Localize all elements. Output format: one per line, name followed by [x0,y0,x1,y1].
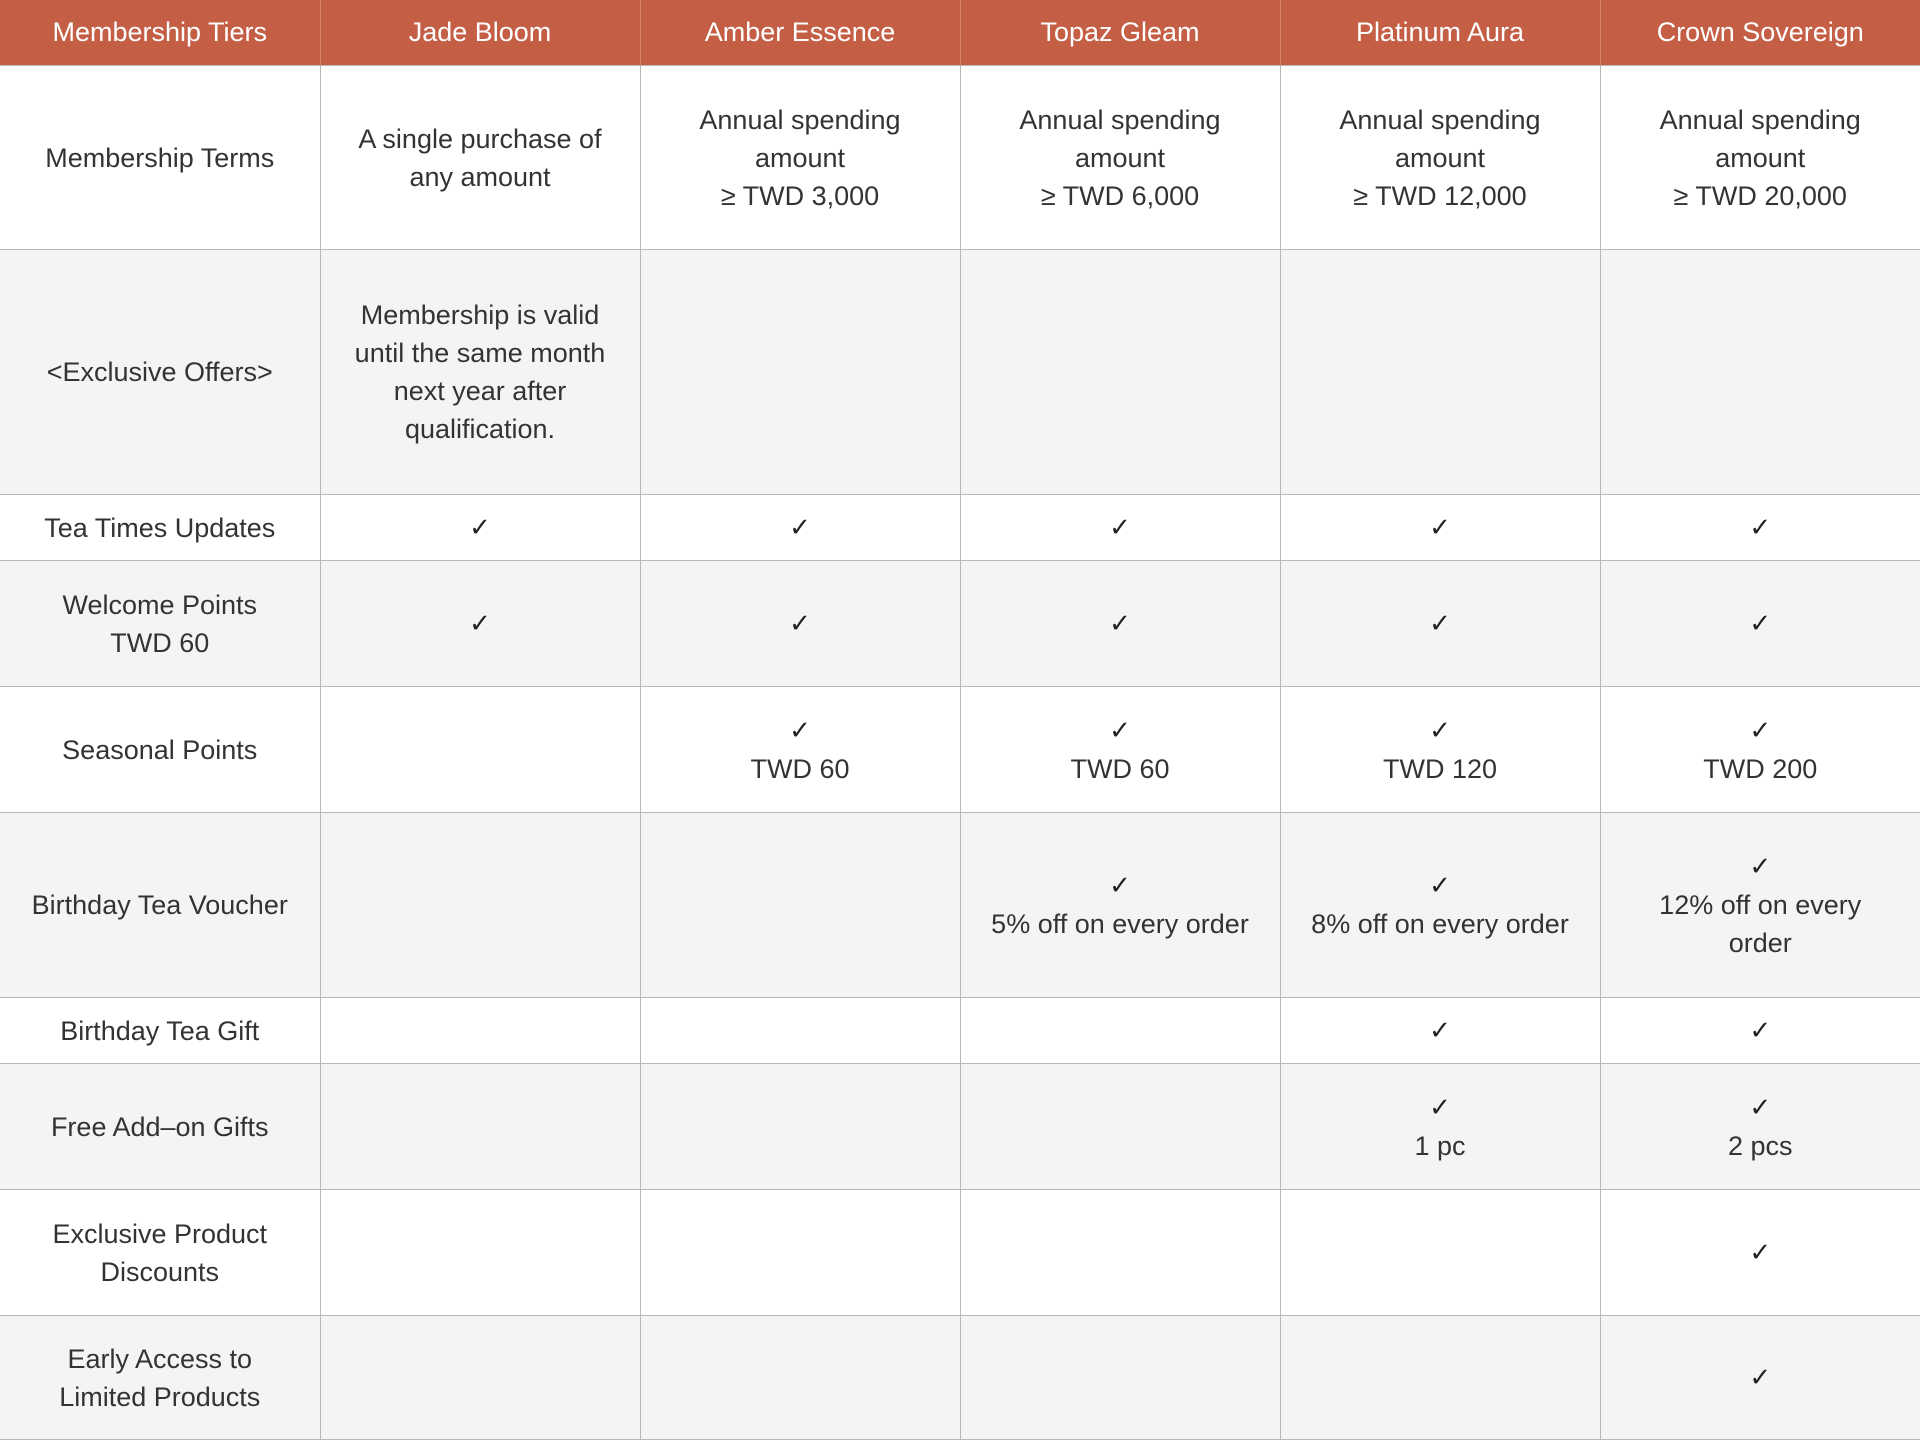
benefit-cell [320,250,640,495]
checkmark-icon: ✓ [1749,1015,1772,1046]
benefit-text: Annual spending [699,104,901,135]
benefit-cell [1280,66,1600,250]
benefit-cell [640,66,960,250]
checkmark-icon: ✓ [1429,512,1451,543]
table-row [0,998,1920,1064]
checkmark-icon: ✓ [1109,608,1131,639]
row-label-text: Discounts [100,1256,220,1287]
benefit-cell [640,1064,960,1190]
benefit-text: 2 pcs [1727,1130,1793,1161]
table-row [0,813,1920,998]
checkmark-icon: ✓ [789,512,811,543]
benefit-text: ≥ TWD 12,000 [1353,180,1527,211]
table-row [0,66,1920,250]
row-label-cell [0,66,320,250]
benefit-text: order [1728,928,1792,958]
benefit-cell [640,998,960,1064]
benefit-cell [640,495,960,561]
benefit-cell [960,1316,1280,1440]
benefit-text: 12% off on every [1659,890,1862,920]
benefit-text: 8% off on every order [1311,909,1569,939]
benefit-cell [1600,1064,1920,1190]
benefit-text: TWD 200 [1703,753,1818,784]
benefit-cell [320,687,640,813]
benefit-text: TWD 120 [1382,753,1498,784]
table-row [0,250,1920,495]
row-label-cell [0,998,320,1064]
benefit-cell [960,813,1280,998]
benefit-cell [1280,998,1600,1064]
benefit-cell [640,1316,960,1440]
header-cell-platinum-aura: Platinum Aura [1280,0,1600,66]
checkmark-icon: ✓ [1109,512,1131,543]
benefit-cell [960,561,1280,687]
benefit-cell [1280,687,1600,813]
benefit-text: amount [1394,142,1486,173]
checkmark-icon: ✓ [1429,1092,1451,1123]
header-cell-membership-tiers: Membership Tiers [0,0,320,66]
row-label-text: Early Access to [67,1343,253,1374]
row-label-cell [0,561,320,687]
benefit-text: Annual spending [1339,104,1541,135]
benefit-cell [1280,813,1600,998]
benefit-text: until the same month [354,338,606,368]
checkmark-icon: ✓ [1749,512,1772,543]
checkmark-icon: ✓ [1429,871,1451,901]
benefit-text: amount [1715,142,1806,173]
benefit-cell [320,813,640,998]
row-label-cell [0,813,320,998]
benefit-cell [1600,495,1920,561]
checkmark-icon: ✓ [1109,715,1131,746]
row-label-cell [0,1316,320,1440]
benefit-cell [1600,813,1920,998]
benefit-cell [1280,250,1600,495]
benefit-cell [640,250,960,495]
header-cell-amber-essence: Amber Essence [640,0,960,66]
benefit-text: ≥ TWD 3,000 [720,180,880,211]
benefit-text: Membership is valid [360,300,600,330]
table-body [0,66,1920,1440]
table-row [0,687,1920,813]
checkmark-icon: ✓ [1749,1362,1772,1393]
row-label-text: Birthday Tea Voucher [31,890,288,920]
checkmark-icon: ✓ [789,715,811,746]
benefit-text: qualification. [404,414,556,444]
benefit-text: next year after [393,376,567,406]
checkmark-icon: ✓ [1749,1092,1772,1123]
benefit-cell [1280,561,1600,687]
benefit-cell [320,998,640,1064]
benefit-cell [640,687,960,813]
benefit-cell [320,1064,640,1190]
header-cell-topaz-gleam: Topaz Gleam [960,0,1280,66]
benefit-text: ≥ TWD 6,000 [1040,180,1200,211]
benefit-cell [320,1316,640,1440]
checkmark-icon: ✓ [1749,1237,1772,1268]
table-row [0,1190,1920,1316]
benefit-cell [1600,250,1920,495]
header-row [0,0,1920,66]
benefit-cell [960,250,1280,495]
checkmark-icon: ✓ [469,512,491,543]
checkmark-icon: ✓ [1429,1015,1451,1046]
benefit-text: 5% off on every order [991,909,1249,939]
benefit-cell [1600,998,1920,1064]
checkmark-icon: ✓ [789,608,811,639]
row-label-text: Exclusive Product [52,1218,268,1249]
benefit-cell [1280,495,1600,561]
benefit-text: any amount [409,161,551,192]
benefit-cell [960,66,1280,250]
benefit-cell [1600,561,1920,687]
benefit-cell [960,687,1280,813]
checkmark-icon: ✓ [1429,715,1451,746]
row-label-cell [0,495,320,561]
benefit-cell [640,813,960,998]
benefit-text: 1 pc [1414,1130,1466,1161]
row-label-text: Membership Terms [45,142,275,173]
benefit-text: TWD 60 [1070,753,1170,784]
benefit-text: Annual spending [1019,104,1221,135]
checkmark-icon: ✓ [1749,852,1772,882]
checkmark-icon: ✓ [469,608,491,639]
benefit-cell [320,66,640,250]
benefit-cell [1600,66,1920,250]
table-row [0,1316,1920,1440]
benefit-cell [1600,1316,1920,1440]
benefit-text: ≥ TWD 20,000 [1673,180,1847,211]
row-label-text: Tea Times Updates [44,512,276,543]
row-label-text: TWD 60 [110,627,210,658]
row-label-text: <Exclusive Offers> [46,357,273,387]
benefit-cell [960,1064,1280,1190]
benefit-cell [960,1190,1280,1316]
benefit-cell [320,561,640,687]
benefit-cell [640,561,960,687]
benefit-cell [960,495,1280,561]
header-cell-jade-bloom: Jade Bloom [320,0,640,66]
checkmark-icon: ✓ [1429,608,1451,639]
benefit-cell [1280,1190,1600,1316]
benefit-text: amount [1074,142,1166,173]
row-label-cell [0,1064,320,1190]
table-row [0,561,1920,687]
row-label-cell [0,687,320,813]
checkmark-icon: ✓ [1749,715,1772,746]
benefit-cell [320,1190,640,1316]
benefit-text: Annual spending [1659,104,1861,135]
benefit-text: amount [754,142,846,173]
row-label-cell [0,250,320,495]
benefit-cell [1280,1316,1600,1440]
benefit-cell [640,1190,960,1316]
checkmark-icon: ✓ [1749,608,1772,639]
benefit-cell [960,998,1280,1064]
row-label-cell [0,1190,320,1316]
checkmark-icon: ✓ [1109,871,1131,901]
benefit-cell [1280,1064,1600,1190]
row-label-text: Free Add–on Gifts [50,1111,269,1142]
benefit-cell [1600,1190,1920,1316]
row-label-text: Limited Products [59,1381,261,1412]
benefit-text: TWD 60 [750,753,850,784]
row-label-text: Welcome Points [62,589,258,620]
benefit-cell [1600,687,1920,813]
table-row [0,495,1920,561]
benefit-cell [320,495,640,561]
row-label-text: Birthday Tea Gift [60,1015,260,1046]
row-label-text: Seasonal Points [62,734,258,765]
header-cell-crown-sovereign: Crown Sovereign [1600,0,1920,66]
benefit-text: A single purchase of [358,123,602,154]
table-row [0,1064,1920,1190]
